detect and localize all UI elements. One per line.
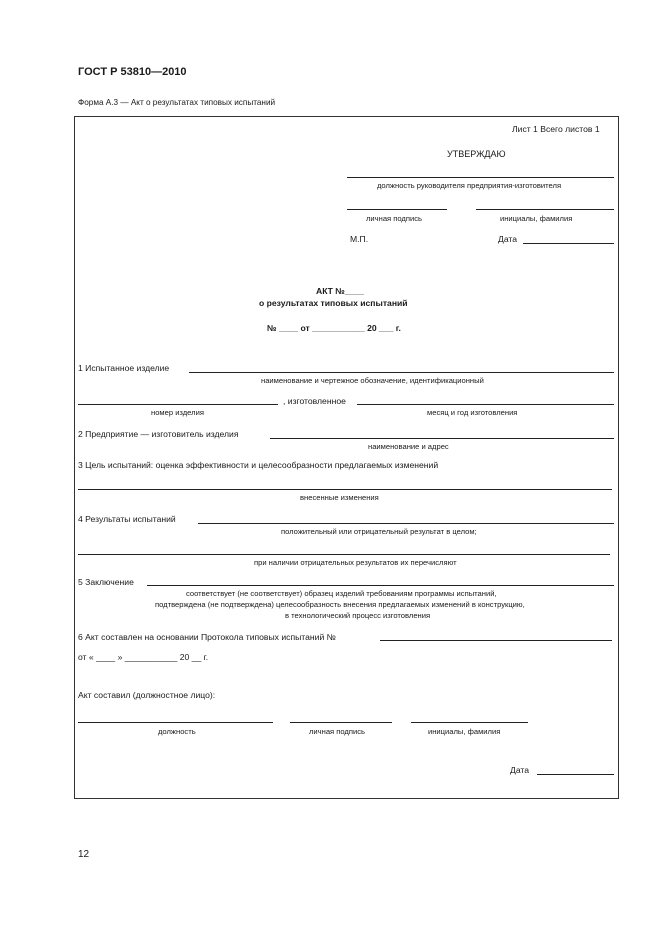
approve-name-line[interactable] xyxy=(476,209,614,210)
approve-name-hint: инициалы, фамилия xyxy=(500,214,573,223)
item1-number-line[interactable] xyxy=(78,404,278,405)
approve-heading: УТВЕРЖДАЮ xyxy=(447,149,506,159)
compiled-position-line[interactable] xyxy=(78,722,273,723)
item4-line2[interactable] xyxy=(78,554,610,555)
form-caption: Форма А.3 — Акт о результатах типовых испытаний xyxy=(78,98,276,107)
item3-line[interactable] xyxy=(78,489,612,490)
item4-hint2: при наличии отрицательных результатов их перечисляют xyxy=(254,558,457,567)
standard-header: ГОСТ Р 53810—2010 xyxy=(78,66,187,78)
item3-label: 3 Цель испытаний: оценка эффективности и целесообразности предлагаемых изменений xyxy=(78,460,439,470)
compiled-name-line[interactable] xyxy=(411,722,528,723)
item1-hint: наименование и чертежное обозначение, идентификационный xyxy=(261,376,484,385)
compiled-signature-hint: личная подпись xyxy=(309,727,365,736)
item6-date: от « ____ » ___________ 20 __ г. xyxy=(78,652,209,662)
item1-label: 1 Испытанное изделие xyxy=(78,363,170,373)
item2-label: 2 Предприятие — изготовитель изделия xyxy=(78,429,239,439)
item3-hint: внесенные изменения xyxy=(300,493,379,502)
approve-position-line[interactable] xyxy=(347,177,614,178)
compiled-by-label: Акт составил (должностное лицо): xyxy=(78,690,216,700)
approve-signature-hint: личная подпись xyxy=(366,214,422,223)
item1-date-hint: месяц и год изготовления xyxy=(427,408,518,417)
act-subtitle: о результатах типовых испытаний xyxy=(259,298,408,308)
item4-label: 4 Результаты испытаний xyxy=(78,514,176,524)
approve-position-hint: должность руководителя предприятия-изготовителя xyxy=(377,181,562,190)
act-number-line: № ____ от ___________ 20 ___ г. xyxy=(267,323,401,333)
date-line[interactable] xyxy=(523,243,614,244)
item6-label: 6 Акт составлен на основании Протокола типовых испытаний № xyxy=(78,632,336,642)
item4-line[interactable] xyxy=(198,523,614,524)
sheet-info: Лист 1 Всего листов 1 xyxy=(512,124,600,134)
item5-hint2: подтверждена (не подтверждена) целесообразность внесения предлагаемых изменений в конструкцию, xyxy=(155,600,525,609)
final-date-line[interactable] xyxy=(537,774,614,775)
item5-line[interactable] xyxy=(147,585,614,586)
item2-line[interactable] xyxy=(270,438,614,439)
item1-manufactured: , изготовленное xyxy=(283,396,346,406)
item6-line[interactable] xyxy=(380,640,612,641)
stamp-label: М.П. xyxy=(350,234,369,244)
date-label: Дата xyxy=(498,234,518,244)
final-date-label: Дата xyxy=(510,765,530,775)
compiled-position-hint: должность xyxy=(158,727,196,736)
item2-hint: наименование и адрес xyxy=(368,442,449,451)
act-title: АКТ №____ xyxy=(316,286,365,296)
page-number: 12 xyxy=(78,849,90,860)
item5-hint1: соответствует (не соответствует) образец изделий требованиям программы испытаний, xyxy=(186,589,497,598)
approve-signature-line[interactable] xyxy=(347,209,447,210)
item1-line[interactable] xyxy=(189,372,614,373)
compiled-name-hint: инициалы, фамилия xyxy=(428,727,501,736)
item1-date-line[interactable] xyxy=(357,404,614,405)
item5-label: 5 Заключение xyxy=(78,577,134,587)
item4-hint: положительный или отрицательный результат в целом; xyxy=(281,527,477,536)
compiled-signature-line[interactable] xyxy=(290,722,392,723)
item5-hint3: в технологический процесс изготовления xyxy=(285,611,431,620)
item1-number-hint: номер изделия xyxy=(151,408,204,417)
